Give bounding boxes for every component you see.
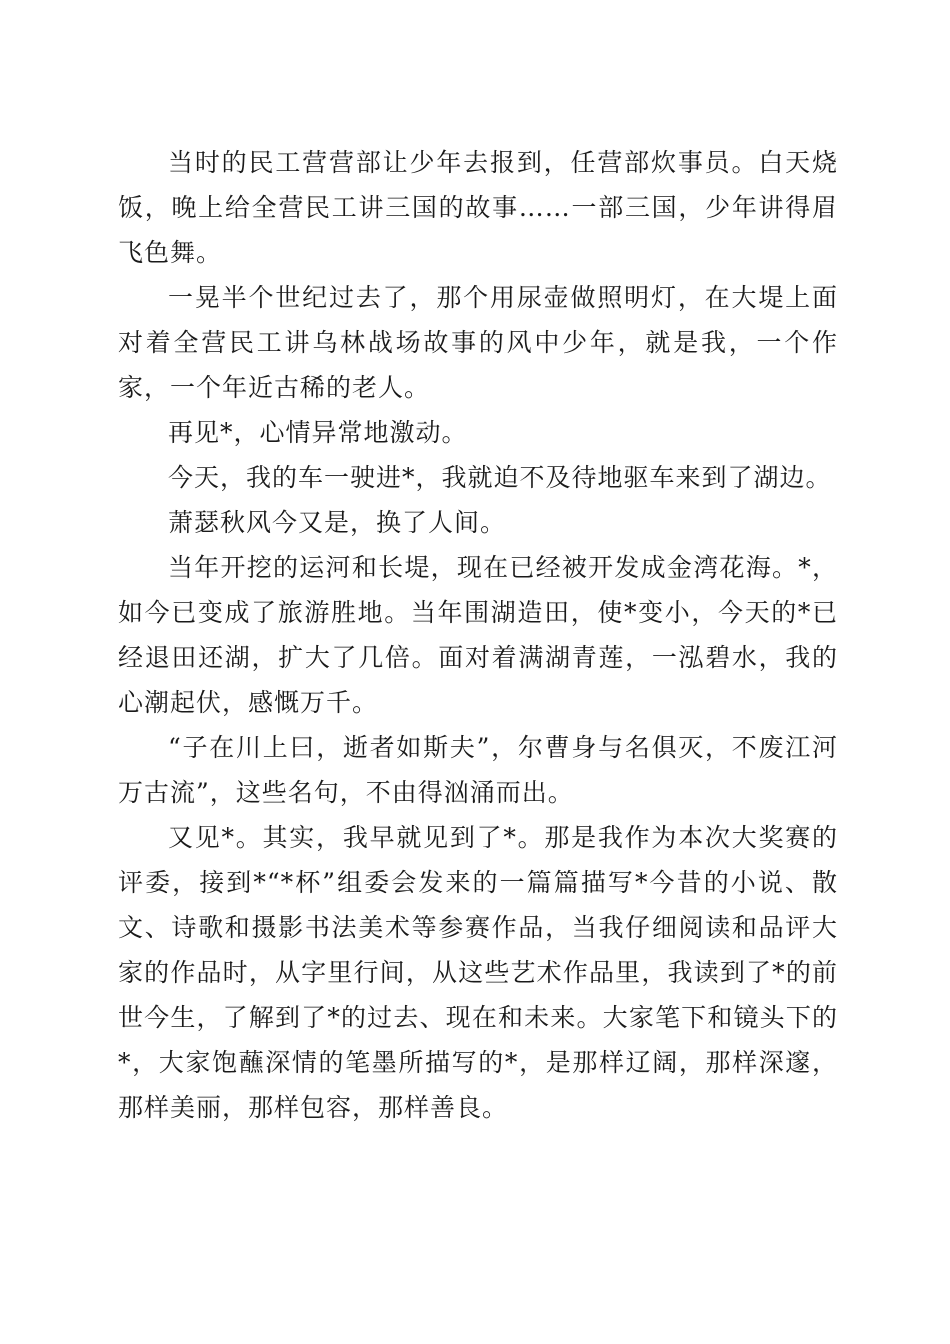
- paragraph-4: 今天，我的车一驶进*，我就迫不及待地驱车来到了湖边。: [168, 463, 832, 492]
- paragraph-8: 又见*。其实，我早就见到了*。那是我作为本次大奖赛的评委，接到*“*杯”组委会发来的一篇篇描写*今昔的小说、散文、诗歌和摄影书法美术等参赛作品，当我仔细阅读和品评大家的作品时，从字里行间，从这些艺术作品里，我读到了*的前世今生，了解到了*的过去、现在和未来。大家笔下和镜头下的*，大家饱蘸深情的笔墨所描写的*，是那样辽阔，那样深邃，那样美丽，那样包容，那样善良。: [118, 823, 838, 1122]
- paragraph-2: 一晃半个世纪过去了，那个用尿壶做照明灯，在大堤上面对着全营民工讲乌林战场故事的风中少年，就是我，一个作家，一个年近古稀的老人。: [118, 283, 838, 402]
- document-body: [118, 140, 838, 1130]
- paragraph-5: 萧瑟秋风今又是，换了人间。: [168, 508, 507, 537]
- paragraph-1: 当时的民工营营部让少年去报到，任营部炊事员。白天烧饭，晚上给全营民工讲三国的故事……一部三国，少年讲得眉飞色舞。: [118, 148, 838, 267]
- paragraph-6: 当年开挖的运河和长堤，现在已经被开发成金湾花海。*，如今已变成了旅游胜地。当年围湖造田，使*变小，今天的*已经退田还湖，扩大了几倍。面对着满湖青莲，一泓碧水，我的心潮起伏，感慨万千。: [118, 553, 838, 717]
- paragraph-7: “子在川上曰，逝者如斯夫”，尔曹身与名俱灭，不废江河万古流”，这些名句，不由得汹涌而出。: [118, 733, 838, 807]
- paragraph-3: 再见*，心情异常地激动。: [168, 418, 468, 447]
